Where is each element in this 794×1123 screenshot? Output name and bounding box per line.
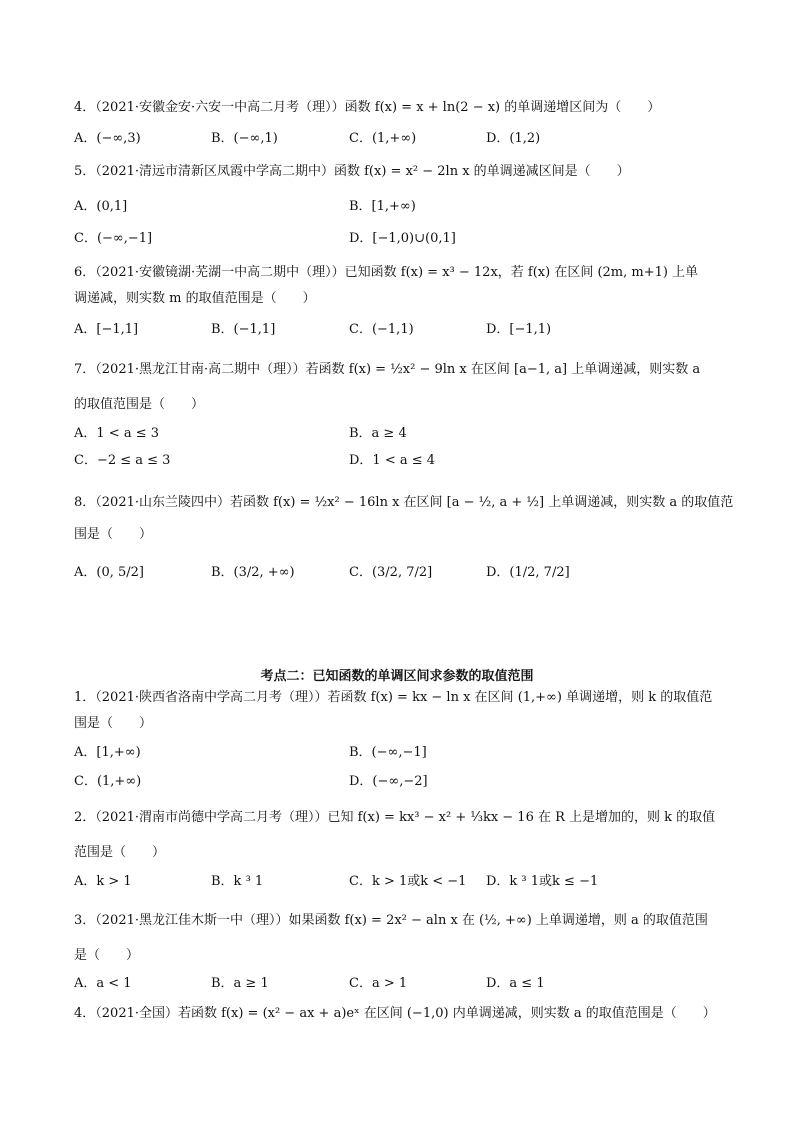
s2-q1-option-c: C．(1,+∞) [74, 774, 142, 789]
q7-option-b: B．a ≥ 4 [349, 426, 407, 441]
question-5-stem: 5．（2021·清远市清新区凤霞中学高二期中）函数 f(x) = x² − 2ln x 的单调递减区间是（ ） [74, 164, 630, 179]
s2-q1-option-d: D．(−∞,−2] [349, 774, 428, 789]
q5-option-c: C．(−∞,−1] [74, 231, 153, 246]
q7-option-a: A．1 < a ≤ 3 [74, 426, 159, 441]
s2-question-2-stem-line2: 范围是（ ） [74, 845, 166, 860]
s2-question-1-stem-line1: 1．（2021·陕西省洛南中学高二月考（理））若函数 f(x) = kx − ln x 在区间 (1,+∞) 单调递增，则 k 的取值范 [74, 690, 713, 705]
question-7-stem-line2: 的取值范围是（ ） [74, 397, 205, 412]
q5-option-b: B．[1,+∞) [349, 199, 416, 214]
q7-option-c: C．−2 ≤ a ≤ 3 [74, 453, 171, 468]
question-8-stem-line1: 8．（2021·山东兰陵四中）若函数 f(x) = ½x² − 16ln x 在区间 [a − ½, a + ½] 上单调递减，则实数 a 的取值范 [74, 495, 734, 510]
section-heading: 考点二：已知函数的单调区间求参数的取值范围 [260, 669, 534, 684]
question-7-stem-line1: 7．（2021·黑龙江甘南·高二期中（理））若函数 f(x) = ½x² − 9ln x 在区间 [a−1, a] 上单调递减，则实数 a [74, 362, 701, 377]
s2-question-3-stem-line1: 3．（2021·黑龙江佳木斯一中（理））如果函数 f(x) = 2x² − aln x 在 (½, +∞) 上单调递增，则 a 的取值范围 [74, 913, 708, 928]
q6-option-a: A．[−1,1] [74, 322, 139, 337]
s2-q2-option-a: A．k > 1 [74, 874, 132, 889]
question-6-stem-line1: 6．（2021·安徽镜湖·芜湖一中高二期中（理））已知函数 f(x) = x³ − 12x，若 f(x) 在区间 (2m, m+1) 上单 [74, 265, 699, 280]
question-4-stem: 4．（2021·安徽金安·六安一中高二月考（理））函数 f(x) = x + ln(2 − x) 的单调递增区间为（ ） [74, 100, 661, 115]
s2-q2-option-b: B．k ³ 1 [211, 874, 264, 889]
q6-option-d: D．[−1,1) [486, 322, 552, 337]
s2-q3-option-b: B．a ≥ 1 [211, 976, 269, 991]
q4-option-c: C．(1,+∞) [349, 131, 417, 146]
question-8-stem-line2: 围是（ ） [74, 527, 153, 542]
question-6-stem-line2: 调递减，则实数 m 的取值范围是（ ） [74, 291, 316, 306]
s2-q1-option-b: B．(−∞,−1] [349, 745, 427, 760]
s2-q3-option-a: A．a < 1 [74, 976, 132, 991]
s2-q3-option-c: C．a > 1 [349, 976, 408, 991]
s2-question-2-stem-line1: 2．（2021·渭南市尚德中学高二月考（理））已知 f(x) = kx³ − x² + ⅓kx − 16 在 R 上是增加的，则 k 的取值 [74, 810, 716, 825]
q4-option-a: A．(−∞,3) [74, 131, 141, 146]
q6-option-b: B．(−1,1] [211, 322, 276, 337]
q8-option-c: C．(3/2, 7/2] [349, 565, 433, 580]
s2-q2-option-c: C．k > 1或k < −1 [349, 874, 467, 889]
q8-option-b: B．(3/2, +∞) [211, 565, 295, 580]
q5-option-a: A．(0,1] [74, 199, 128, 214]
s2-q1-option-a: A．[1,+∞) [74, 745, 141, 760]
q8-option-a: A．(0, 5/2] [74, 565, 144, 580]
s2-q3-option-d: D．a ≤ 1 [486, 976, 545, 991]
s2-question-4-stem: 4．（2021·全国）若函数 f(x) = (x² − ax + a)eˣ 在区间 (−1,0) 内单调递减，则实数 a 的取值范围是（ ） [74, 1006, 716, 1021]
q8-option-d: D．(1/2, 7/2] [486, 565, 570, 580]
q4-option-d: D．(1,2) [486, 131, 541, 146]
s2-question-1-stem-line2: 围是（ ） [74, 716, 153, 731]
q5-option-d: D．[−1,0)∪(0,1] [349, 231, 456, 246]
q4-option-b: B．(−∞,1) [211, 131, 278, 146]
s2-question-3-stem-line2: 是（ ） [74, 948, 140, 963]
q6-option-c: C．(−1,1) [349, 322, 414, 337]
q7-option-d: D．1 < a ≤ 4 [349, 453, 436, 468]
s2-q2-option-d: D．k ³ 1或k ≤ −1 [486, 874, 599, 889]
